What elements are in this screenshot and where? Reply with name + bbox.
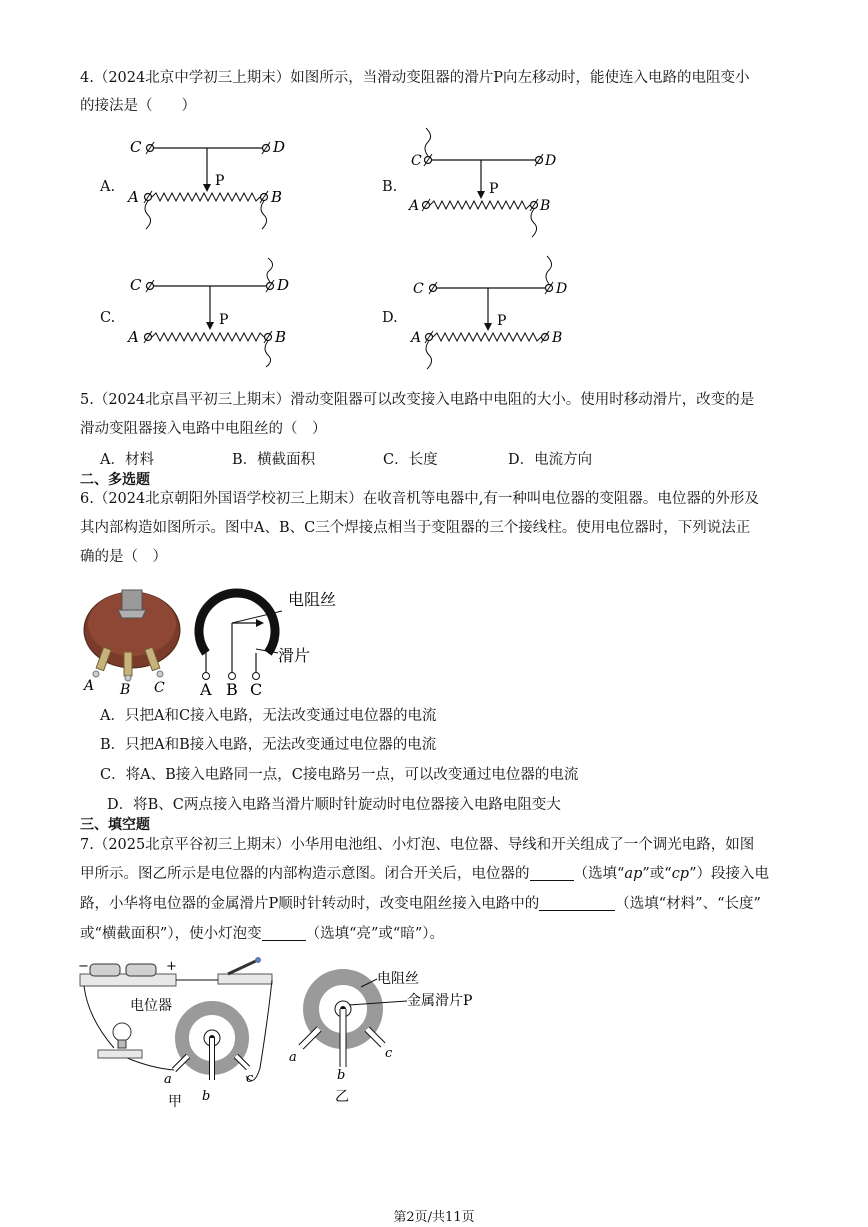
label-potentiometer: 电位器 bbox=[130, 998, 172, 1014]
q4-figure-c bbox=[125, 258, 300, 368]
terminal-a: A bbox=[128, 188, 139, 206]
q7-blank-1[interactable] bbox=[530, 865, 574, 881]
terminal-a: A bbox=[409, 198, 420, 214]
terminal-a: A bbox=[128, 328, 139, 346]
q5-line2: 滑动变阻器接入电路中电阻丝的（ ） bbox=[80, 421, 327, 437]
label-p: P bbox=[215, 173, 225, 189]
q7-option-cp: cp bbox=[671, 866, 690, 882]
photo-label-c: C bbox=[154, 680, 165, 696]
terminal-b: B bbox=[540, 198, 551, 214]
terminal-c: C bbox=[413, 281, 424, 297]
wire-lead-d bbox=[267, 258, 273, 282]
q7-option-ap: ap bbox=[624, 866, 643, 882]
battery-cell-1 bbox=[90, 964, 120, 976]
q4-figure-d bbox=[408, 255, 583, 375]
q4-figure-b bbox=[408, 125, 578, 245]
terminal-d: D bbox=[556, 281, 568, 297]
label-p: P bbox=[219, 312, 229, 328]
yi-label-c: c bbox=[385, 1046, 393, 1061]
label-slider: 滑片 bbox=[278, 646, 311, 665]
label-jia: 甲 bbox=[168, 1094, 182, 1110]
q4-figure-a bbox=[125, 130, 295, 230]
resistor-coil bbox=[152, 193, 260, 201]
battery-minus: − bbox=[78, 959, 89, 974]
q7-line2-text-c: ”或“ bbox=[642, 866, 672, 882]
photo-label-b: B bbox=[120, 682, 131, 698]
wire-battery-bulb bbox=[84, 986, 114, 1048]
q4-option-b-label[interactable]: B. bbox=[382, 179, 398, 195]
q6-line3: 确的是（ ） bbox=[80, 549, 167, 565]
photo-label-a: A bbox=[84, 678, 95, 694]
q5-line1: 5.（2024北京昌平初三上期末）滑动变阻器可以改变接入电路中电阻的大小。使用时移动滑片，改变的是 bbox=[80, 392, 755, 408]
q7-line2-text-d: ”）段接入电 bbox=[689, 866, 770, 882]
q4-option-c-label[interactable]: C. bbox=[100, 310, 116, 326]
q7-line2-text-b: （选填“ bbox=[573, 866, 625, 882]
q7-figure-yi bbox=[285, 965, 485, 1110]
potentiometer-shaft bbox=[122, 590, 142, 612]
switch-base bbox=[218, 974, 272, 984]
page-footer: 第2页/共11页 bbox=[393, 1210, 475, 1225]
wire-lead-b bbox=[265, 341, 271, 367]
terminal-b: B bbox=[552, 330, 563, 346]
label-p: P bbox=[497, 313, 507, 329]
section-fill-blank: 三、填空题 bbox=[80, 817, 150, 833]
yi-label-slider: 金属滑片P bbox=[407, 993, 473, 1009]
q7-blank-2[interactable] bbox=[539, 895, 615, 911]
q7-line2-text-a: 甲所示。图乙所示是电位器的内部构造示意图。闭合开关后，电位器的 bbox=[80, 866, 530, 882]
potentiometer-photo bbox=[80, 578, 190, 696]
terminal-c: C bbox=[411, 153, 422, 169]
q6-option-c[interactable]: C．将A、B接入电路同一点，C接电路另一点，可以改变通过电位器的电流 bbox=[100, 767, 579, 783]
bulb bbox=[113, 1023, 131, 1041]
diagram-label-c: C bbox=[250, 680, 263, 699]
diagram-label-a: A bbox=[200, 680, 212, 699]
wire-lead-b bbox=[261, 201, 267, 229]
battery-cell-2 bbox=[126, 964, 156, 976]
terminal-b: B bbox=[275, 328, 287, 346]
q6-option-b[interactable]: B．只把A和B接入电路，无法改变通过电位器的电流 bbox=[100, 737, 437, 753]
q6-option-a[interactable]: A．只把A和C接入电路，无法改变通过电位器的电流 bbox=[100, 708, 437, 724]
wire-lead-c bbox=[425, 128, 431, 156]
q4-line1: 4.（2024北京中学初三上期末）如图所示，当滑动变阻器的滑片P向左移动时，能使连入电路的电阻变小 bbox=[80, 70, 750, 86]
q6-line2: 其内部构造如图所示。图中A、B、C三个焊接点相当于变阻器的三个接线柱。使用电位器时，下列说法正 bbox=[80, 520, 751, 536]
q5-option-a[interactable]: A．材料 bbox=[100, 452, 154, 468]
q7-line3-text-b: （选填“材料”、“长度” bbox=[615, 896, 761, 912]
q7-line2 bbox=[80, 863, 769, 885]
wire-lead-b bbox=[531, 209, 537, 237]
q7-line4 bbox=[80, 923, 444, 945]
terminal-a: A bbox=[411, 330, 422, 346]
switch-lever bbox=[228, 960, 258, 974]
wire-lead-a bbox=[145, 201, 151, 229]
q5-option-b[interactable]: B．横截面积 bbox=[232, 452, 316, 468]
yi-label-b: b bbox=[337, 1068, 346, 1083]
terminal-c: C bbox=[130, 276, 142, 294]
terminal-d: D bbox=[273, 138, 286, 156]
battery-plus: + bbox=[166, 959, 177, 974]
terminal-b: B bbox=[271, 188, 283, 206]
q6-potentiometer-diagram bbox=[190, 585, 370, 697]
label-yi: 乙 bbox=[335, 1089, 349, 1105]
jia-label-a: a bbox=[164, 1072, 172, 1087]
label-p: P bbox=[489, 181, 499, 197]
terminal-d: D bbox=[277, 276, 290, 294]
jia-label-b: b bbox=[202, 1089, 211, 1104]
q7-line4-text-a: 或“横截面积”），使小灯泡变 bbox=[80, 926, 262, 942]
label-resistance-wire: 电阻丝 bbox=[288, 590, 337, 609]
section-multiple-choice: 二、多选题 bbox=[80, 472, 150, 488]
q7-line4-text-b: （选填“亮”或“暗”）。 bbox=[305, 926, 444, 942]
terminal-c: C bbox=[130, 138, 142, 156]
q5-option-d[interactable]: D．电流方向 bbox=[508, 452, 593, 468]
q4-line2: 的接法是（ ） bbox=[80, 98, 196, 114]
terminal-d: D bbox=[545, 153, 557, 169]
q4-option-d-label[interactable]: D. bbox=[382, 310, 398, 326]
jia-label-c: c bbox=[246, 1071, 254, 1086]
q6-option-d[interactable]: D．将B、C两点接入电路当滑片顺时针旋动时电位器接入电路电阻变大 bbox=[107, 797, 561, 813]
q7-blank-3[interactable] bbox=[262, 925, 306, 941]
wire-lead-a bbox=[426, 341, 432, 369]
q7-line3-text-a: 路，小华将电位器的金属滑片P顺时针转动时，改变电阻丝接入电路中的 bbox=[80, 896, 540, 912]
q5-option-c[interactable]: C．长度 bbox=[383, 452, 438, 468]
q4-option-a-label[interactable]: A. bbox=[100, 179, 116, 195]
yi-label-a: a bbox=[289, 1050, 297, 1065]
wire-lead-d bbox=[546, 256, 552, 284]
q7-line3 bbox=[80, 893, 761, 915]
bulb-base bbox=[98, 1050, 142, 1058]
diagram-label-b: B bbox=[226, 680, 238, 699]
yi-label-resistance-wire: 电阻丝 bbox=[377, 971, 419, 987]
q7-line1: 7.（2025北京平谷初三上期末）小华用电池组、小灯泡、电位器、导线和开关组成了一个调光电路，如图 bbox=[80, 837, 755, 853]
q6-line1: 6.（2024北京朝阳外国语学校初三上期末）在收音机等电器中,有一种叫电位器的变阻器。电位器的外形及 bbox=[80, 491, 759, 507]
q7-figure-jia bbox=[78, 958, 278, 1108]
wire-switch-pot bbox=[246, 980, 272, 1081]
